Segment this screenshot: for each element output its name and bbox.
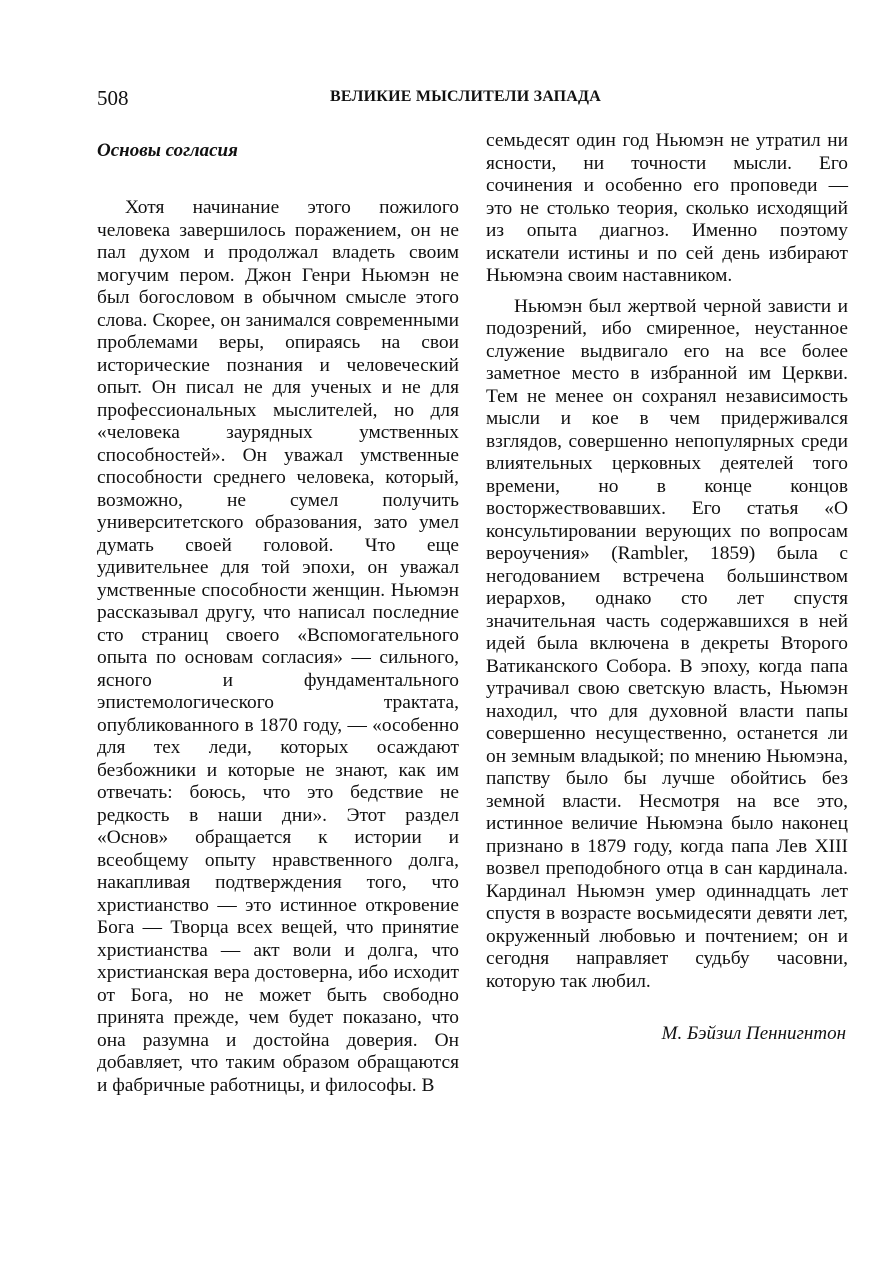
body-paragraph: Хотя начинание этого пожилого человека завершилось поражением, он не пал духом и продолжал владеть своим могучим пером. Джон Генри Ньюмэн не был богословом в обычном смысле этого слова. Скорее, он занимался современными проблемами веры, опираясь на свои исторические познания и человеческий опыт. Он писал не для ученых и не для профессиональных мыслителей, но для «человека заурядных умственных способностей». Он уважал умственные способности среднего человека, который, возможно, не сумел получить университетского образования, зато умел думать своей головой. Что еще удивительнее для той эпохи, он уважал умственные способности женщин. Ньюмэн рассказывал другу, что написал последние сто страниц своего «Вспомогательного опыта по основам согласия» — сильного, ясного и фундаментального эпистемологического трактата, опубликованного в 1870 году, — «особенно для тех леди, которых осаждают безбожники и которые не знают, как им отвечать: боюсь, что это бедствие не редкость в наши дни». Этот раздел «Основ» обращается к истории и всеобщему опыту нравственного долга, накапливая подтверждения того, что христианство — это истинное откровение Бога — Творца всех вещей, что принятие христианства — акт воли и долга, что христианская вера достоверна, ибо исходит от Бога, но не может быть свободно принята прежде, чем будет показано, что она разумна и достойна доверия. Он добавляет, что таким образом обращаются и фабричные работницы, и философы. В [97,197,459,1096]
body-paragraph: Ньюмэн был жертвой черной зависти и подозрений, ибо смиренное, неустанное служение выдвигало его на все более заметное место в избранной им Церкви. Тем не менее он сохранял независимость мысли и кое в чем придерживался взглядов, совершенно непопулярных среди влиятельных церковных деятелей того времени, но в конце концов восторжествовавших. Его статья «О консультировании верующих по вопросам вероучения» (Rambler, 1859) была с негодованием встречена большинством иерархов, однако сто лет спустя значительная часть содержавшихся в ней идей была включена в декреты Второго Ватиканского Собора. В эпоху, когда папа утрачивал свою светскую власть, Ньюмэн находил, что для духовной власти папы совершенно несущественно, останется ли он земным владыкой; по мнению Ньюмэна, папству было бы лучше обойтись без земной власти. Несмотря на все это, истинное величие Ньюмэна было наконец признано в 1879 году, когда папа Лев XIII возвел преподобного отца в сан кардинала. Кардинал Ньюмэн умер одиннадцать лет спустя в возрасте восьмидесяти девяти лет, окруженный любовью и почтением; он и сегодня направляет судьбу часовни, которую так любил. [486,295,848,992]
right-column [486,130,848,1045]
running-title: ВЕЛИКИЕ МЫСЛИТЕЛИ ЗАПАДА [330,88,602,105]
left-column [97,130,459,1097]
body-paragraph-continued: семьдесят один год Ньюмэн не утратил ни ясности, ни точности мысли. Его сочинения и особенно его проповеди — это не столько теория, сколько исходящий из опыта диагноз. Именно поэтому искатели истины и по сей день избирают Ньюмэна своим наставником. [486,130,848,286]
author-signature: М. Бэйзил Пеннигнтон [661,1023,846,1044]
page-header [97,86,617,114]
section-heading: Основы согласия [97,140,238,161]
page-number: 508 [97,86,129,110]
